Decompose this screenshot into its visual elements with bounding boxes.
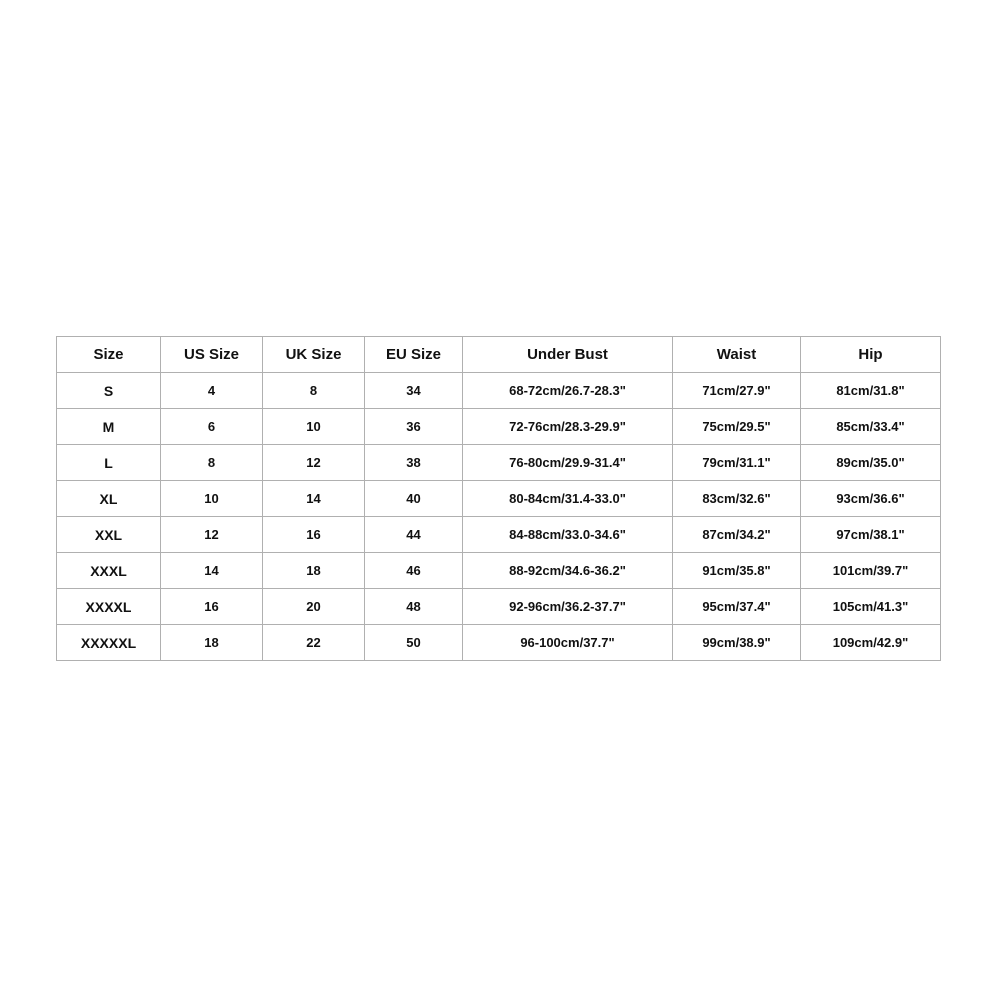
header-row (57, 337, 941, 373)
uk-size-cell: 8 (263, 373, 365, 409)
uk-size-cell: 22 (263, 625, 365, 661)
waist-cell: 95cm/37.4" (673, 589, 801, 625)
waist-cell: 79cm/31.1" (673, 445, 801, 481)
eu-size-cell: 40 (365, 481, 463, 517)
hip-cell: 101cm/39.7" (801, 553, 941, 589)
under-bust-cell: 80-84cm/31.4-33.0" (463, 481, 673, 517)
eu-size-cell: 36 (365, 409, 463, 445)
waist-cell: 75cm/29.5" (673, 409, 801, 445)
header-hip: Hip (801, 337, 941, 373)
uk-size-cell: 12 (263, 445, 365, 481)
us-size-cell: 10 (161, 481, 263, 517)
uk-size-cell: 18 (263, 553, 365, 589)
size-cell: L (57, 445, 161, 481)
hip-cell: 105cm/41.3" (801, 589, 941, 625)
table-row (57, 625, 941, 661)
uk-size-cell: 16 (263, 517, 365, 553)
eu-size-cell: 48 (365, 589, 463, 625)
size-chart-table (56, 336, 941, 661)
under-bust-cell: 68-72cm/26.7-28.3" (463, 373, 673, 409)
us-size-cell: 6 (161, 409, 263, 445)
hip-cell: 89cm/35.0" (801, 445, 941, 481)
under-bust-cell: 76-80cm/29.9-31.4" (463, 445, 673, 481)
eu-size-cell: 46 (365, 553, 463, 589)
size-cell: XXXXL (57, 589, 161, 625)
header-eu-size: EU Size (365, 337, 463, 373)
under-bust-cell: 96-100cm/37.7" (463, 625, 673, 661)
uk-size-cell: 20 (263, 589, 365, 625)
waist-cell: 91cm/35.8" (673, 553, 801, 589)
hip-cell: 81cm/31.8" (801, 373, 941, 409)
table-row (57, 481, 941, 517)
under-bust-cell: 88-92cm/34.6-36.2" (463, 553, 673, 589)
eu-size-cell: 34 (365, 373, 463, 409)
us-size-cell: 18 (161, 625, 263, 661)
header-size: Size (57, 337, 161, 373)
us-size-cell: 8 (161, 445, 263, 481)
table-row (57, 409, 941, 445)
waist-cell: 71cm/27.9" (673, 373, 801, 409)
us-size-cell: 16 (161, 589, 263, 625)
waist-cell: 99cm/38.9" (673, 625, 801, 661)
header-waist: Waist (673, 337, 801, 373)
header-uk-size: UK Size (263, 337, 365, 373)
under-bust-cell: 72-76cm/28.3-29.9" (463, 409, 673, 445)
size-cell: M (57, 409, 161, 445)
us-size-cell: 14 (161, 553, 263, 589)
uk-size-cell: 10 (263, 409, 365, 445)
size-cell: XXXL (57, 553, 161, 589)
under-bust-cell: 84-88cm/33.0-34.6" (463, 517, 673, 553)
us-size-cell: 12 (161, 517, 263, 553)
table-row (57, 589, 941, 625)
hip-cell: 93cm/36.6" (801, 481, 941, 517)
table-row (57, 553, 941, 589)
eu-size-cell: 38 (365, 445, 463, 481)
under-bust-cell: 92-96cm/36.2-37.7" (463, 589, 673, 625)
hip-cell: 109cm/42.9" (801, 625, 941, 661)
hip-cell: 97cm/38.1" (801, 517, 941, 553)
header-us-size: US Size (161, 337, 263, 373)
waist-cell: 87cm/34.2" (673, 517, 801, 553)
size-cell: XXXXXL (57, 625, 161, 661)
table-row (57, 517, 941, 553)
size-cell: XXL (57, 517, 161, 553)
size-cell: S (57, 373, 161, 409)
eu-size-cell: 50 (365, 625, 463, 661)
hip-cell: 85cm/33.4" (801, 409, 941, 445)
table-row (57, 445, 941, 481)
header-under-bust: Under Bust (463, 337, 673, 373)
size-cell: XL (57, 481, 161, 517)
eu-size-cell: 44 (365, 517, 463, 553)
uk-size-cell: 14 (263, 481, 365, 517)
us-size-cell: 4 (161, 373, 263, 409)
waist-cell: 83cm/32.6" (673, 481, 801, 517)
table-row (57, 373, 941, 409)
